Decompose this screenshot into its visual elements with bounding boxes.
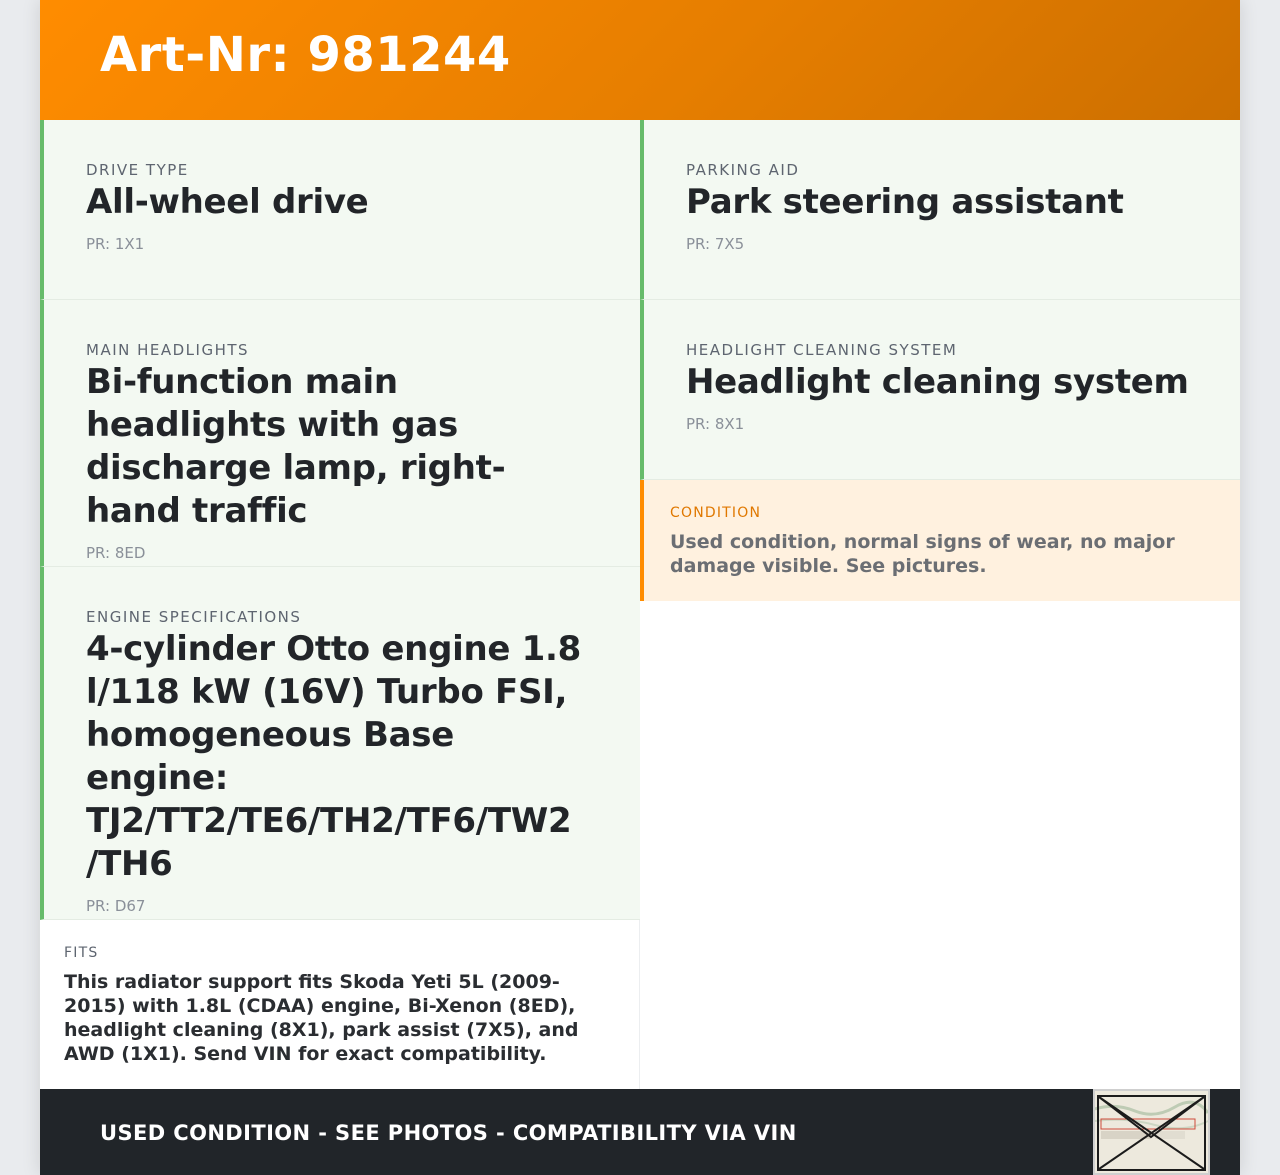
spec-value-line: TJ2/TT2/TE6/TH2/TF6/TW2 (86, 801, 572, 841)
spec-pr-code: PR: 8X1 (686, 415, 745, 433)
footer-bar (40, 1089, 1240, 1175)
fits-box (40, 920, 640, 1089)
condition-box (640, 480, 1240, 601)
header-banner (40, 0, 1240, 120)
fits-text: This radiator support fits Skoda Yeti 5L (2009-2015) with 1.8L (CDAA) engine, Bi-Xenon (8ED), headlight cleaning (8X1), park assist (7X5), and AWD (1X1). Send VIN for exact compatibility. (64, 971, 579, 1065)
spec-value-line: /TH6 (86, 844, 173, 884)
spec-value-line: homogeneous Base engine: (86, 715, 455, 798)
spec-drive-type (40, 120, 640, 300)
spec-pr-code: PR: 8ED (86, 544, 146, 562)
product-sheet (40, 0, 1240, 1175)
spec-label: HEADLIGHT CLEANING SYSTEM (686, 341, 958, 359)
spec-value (86, 628, 600, 886)
spec-label: MAIN HEADLIGHTS (86, 341, 250, 359)
spec-value-line: 4-cylinder Otto engine 1.8 (86, 629, 581, 669)
spec-pr-code: PR: 1X1 (86, 235, 145, 253)
fits-label: FITS (64, 945, 99, 961)
spec-engine (40, 567, 640, 920)
spec-parking-aid (640, 120, 1240, 300)
spec-value: Park steering assistant (686, 182, 1124, 222)
spec-main-headlights (40, 300, 640, 567)
spec-headlight-cleaning (640, 300, 1240, 480)
spec-value: Bi-function main headlights with gas discharge lamp, right-hand traffic (86, 362, 506, 531)
spec-value: All-wheel drive (86, 182, 369, 222)
spec-pr-code: PR: 7X5 (686, 235, 745, 253)
vin-plate-image (1095, 1091, 1208, 1173)
condition-text: Used condition, normal signs of wear, no major damage visible. See pictures. (670, 531, 1175, 577)
spec-value: Headlight cleaning system (686, 362, 1189, 402)
spec-label: DRIVE TYPE (86, 161, 189, 179)
footer-text: USED CONDITION - SEE PHOTOS - COMPATIBILITY VIA VIN (100, 1121, 797, 1145)
spec-label: PARKING AID (686, 161, 800, 179)
spec-value-line: l/118 kW (16V) Turbo FSI, (86, 672, 568, 712)
article-number-title: Art-Nr: 981244 (100, 27, 511, 83)
vin-plate-photo-icon[interactable] (1093, 1089, 1210, 1175)
spec-pr-code: PR: D67 (86, 897, 146, 915)
spec-label: ENGINE SPECIFICATIONS (86, 608, 302, 626)
condition-label: CONDITION (670, 505, 762, 521)
